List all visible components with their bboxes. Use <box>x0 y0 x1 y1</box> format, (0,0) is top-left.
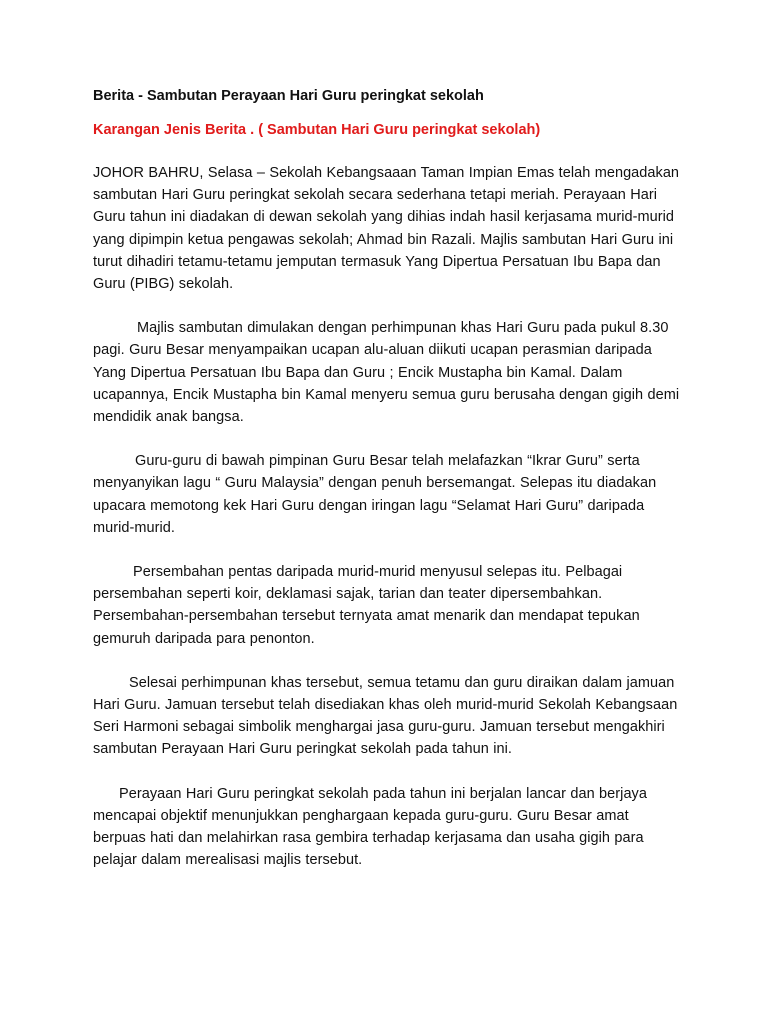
paragraph-3: Guru-guru di bawah pimpinan Guru Besar telah melafazkan “Ikrar Guru” serta menyanyikan lagu “ Guru Malaysia” dengan penuh bersemangat. Selepas itu diadakan upacara memotong kek Hari Guru dengan iringan lagu “Selamat Hari Guru” daripada murid-murid. <box>93 453 657 536</box>
document-body <box>93 86 683 871</box>
paragraph-4: Persembahan pentas daripada murid-murid menyusul selepas itu. Pelbagai persembahan seperti koir, deklamasi sajak, tarian dan teater dipersembahkan. Persembahan-persembahan tersebut ternyata amat menarik dan mendapat tepukan gemuruh daripada para penonton. <box>93 564 640 647</box>
paragraph-1: JOHOR BAHRU, Selasa – Sekolah Kebangsaaan Taman Impian Emas telah mengadakan sambutan Hari Guru peringkat sekolah secara sederhana tetapi meriah. Perayaan Hari Guru tahun ini diadakan di dewan sekolah yang dihias indah hasil kerjasama murid-murid yang dipimpin ketua pengawas sekolah; Ahmad bin Razali. Majlis sambutan Hari Guru ini turut dihadiri tetamu-tetamu jemputan termasuk Yang Dipertua Persatuan Ibu Bapa dan Guru (PIBG) sekolah. <box>93 165 680 293</box>
document-subtitle: Karangan Jenis Berita . ( Sambutan Hari Guru peringkat sekolah) <box>93 122 541 138</box>
paragraph-5: Selesai perhimpunan khas tersebut, semua tetamu dan guru diraikan dalam jamuan Hari Guru. Jamuan tersebut telah disediakan khas oleh murid-murid Sekolah Kebangsaan Seri Harmoni sebagai simbolik menghargai jasa guru-guru. Jamuan tersebut mengakhiri sambutan Perayaan Hari Guru peringkat sekolah pada tahun ini. <box>93 674 678 758</box>
paragraph-2: Majlis sambutan dimulakan dengan perhimpunan khas Hari Guru pada pukul 8.30 pagi. Guru Besar menyampaikan ucapan alu-aluan diikuti ucapan perasmian daripada Yang Dipertua Persatuan Ibu Bapa dan Guru ; Encik Mustapha bin Kamal. Dalam ucapannya, Encik Mustapha bin Kamal menyeru semua guru berusaha dengan gigih demi mendidik anak bangsa. <box>93 320 680 426</box>
paragraph-6: Perayaan Hari Guru peringkat sekolah pada tahun ini berjalan lancar dan berjaya mencapai objektif menunjukkan penghargaan kepada guru-guru. Guru Besar amat berpuas hati dan melahirkan rasa gembira terhadap kerjasama dan usaha gigih para pelajar dalam merealisasi majlis tersebut. <box>93 785 647 869</box>
document-title: Berita - Sambutan Perayaan Hari Guru peringkat sekolah <box>93 88 484 104</box>
